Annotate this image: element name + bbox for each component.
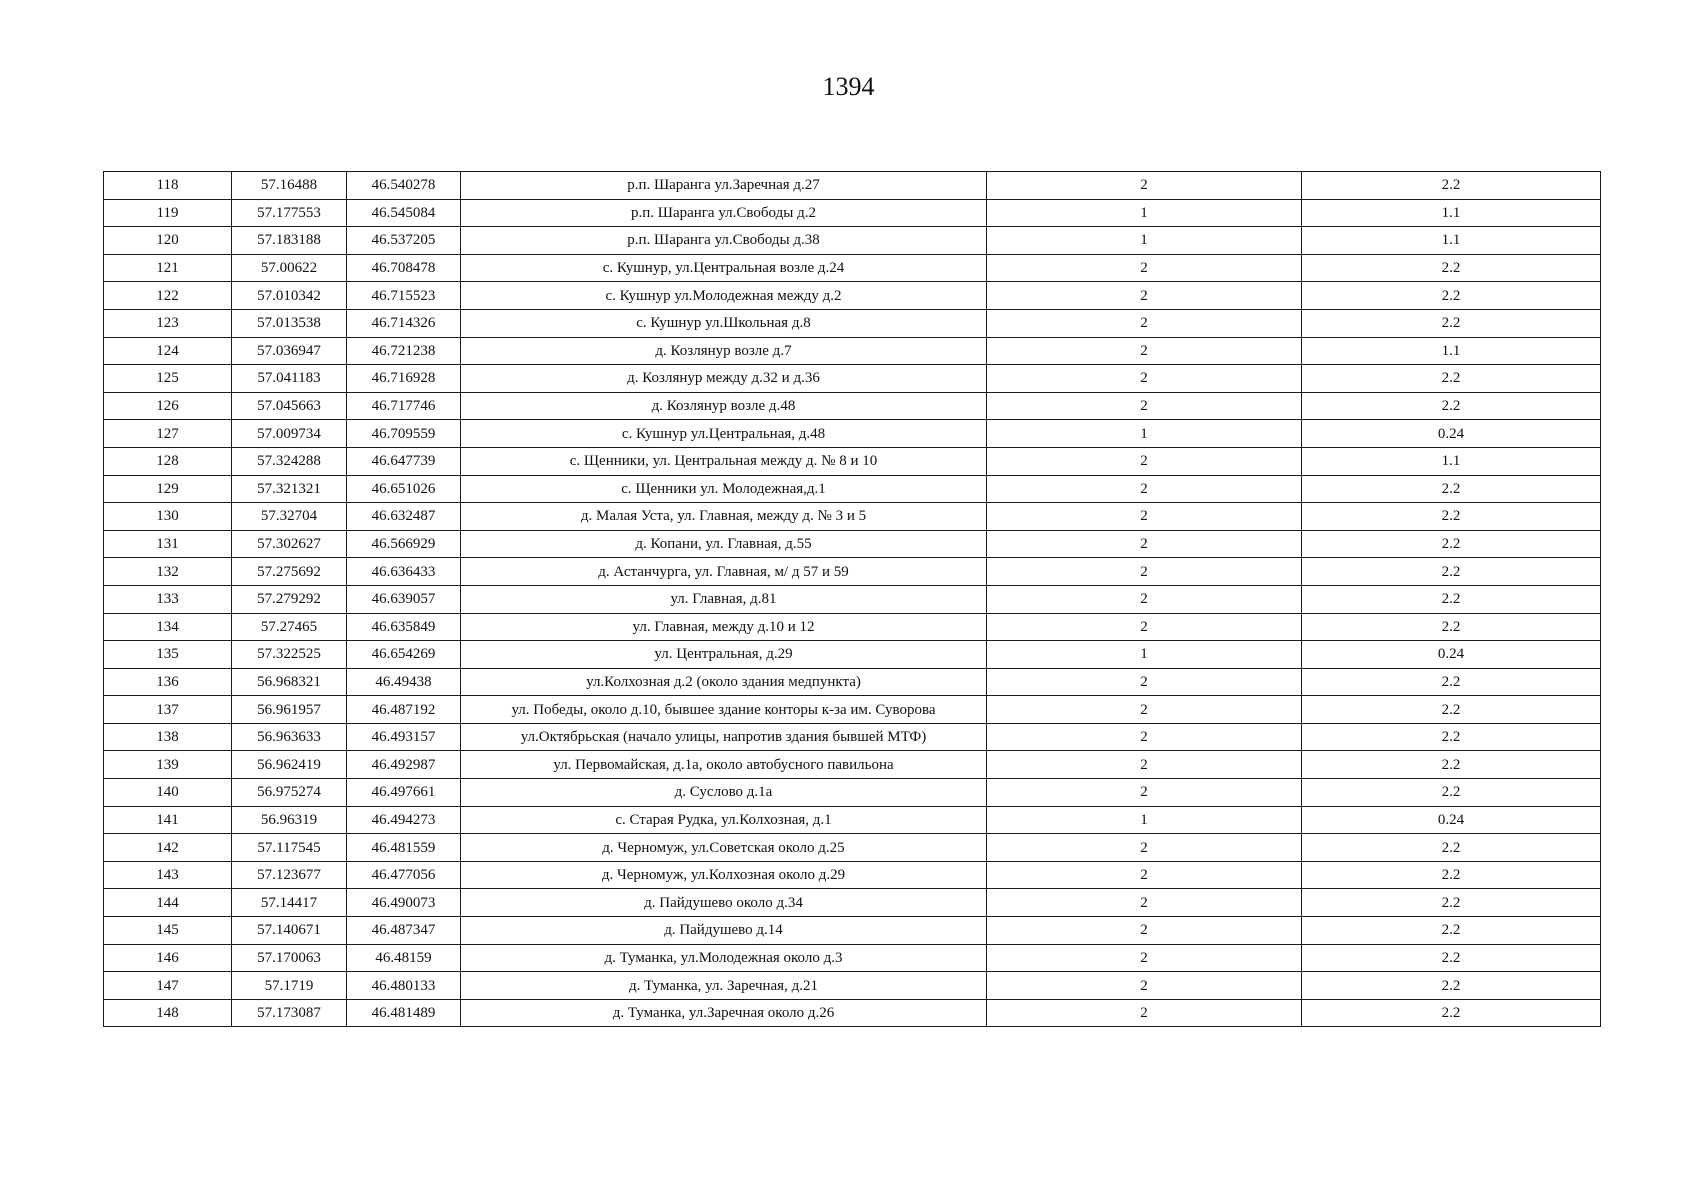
row-number-cell: 137: [104, 696, 232, 724]
address-cell: с. Старая Рудка, ул.Колхозная, д.1: [461, 806, 987, 834]
latitude-cell: 57.045663: [232, 392, 347, 420]
longitude-cell: 46.709559: [347, 420, 461, 448]
row-number-cell: 124: [104, 337, 232, 365]
volume-cell: 1.1: [1302, 227, 1601, 255]
address-cell: р.п. Шаранга ул.Свободы д.2: [461, 199, 987, 227]
address-cell: д. Козлянур между д.32 и д.36: [461, 365, 987, 393]
table-row: [104, 972, 1601, 1000]
container-count-cell: 2: [987, 917, 1302, 945]
table-row: [104, 613, 1601, 641]
table-body: [104, 172, 1601, 1027]
latitude-cell: 57.321321: [232, 475, 347, 503]
container-count-cell: 2: [987, 254, 1302, 282]
row-number-cell: 133: [104, 585, 232, 613]
address-cell: с. Кушнур ул.Центральная, д.48: [461, 420, 987, 448]
table-row: [104, 199, 1601, 227]
longitude-cell: 46.487347: [347, 917, 461, 945]
row-number-cell: 134: [104, 613, 232, 641]
container-count-cell: 2: [987, 944, 1302, 972]
row-number-cell: 144: [104, 889, 232, 917]
address-cell: ул. Победы, около д.10, бывшее здание конторы к-за им. Суворова: [461, 696, 987, 724]
table-row: [104, 530, 1601, 558]
container-count-cell: 2: [987, 392, 1302, 420]
volume-cell: 2.2: [1302, 751, 1601, 779]
longitude-cell: 46.651026: [347, 475, 461, 503]
container-count-cell: 2: [987, 558, 1302, 586]
container-count-cell: 2: [987, 365, 1302, 393]
row-number-cell: 145: [104, 917, 232, 945]
table-row: [104, 503, 1601, 531]
container-count-cell: 1: [987, 806, 1302, 834]
table-row: [104, 779, 1601, 807]
row-number-cell: 147: [104, 972, 232, 1000]
volume-cell: 2.2: [1302, 558, 1601, 586]
row-number-cell: 122: [104, 282, 232, 310]
row-number-cell: 141: [104, 806, 232, 834]
longitude-cell: 46.497661: [347, 779, 461, 807]
volume-cell: 2.2: [1302, 972, 1601, 1000]
table-row: [104, 861, 1601, 889]
container-count-cell: 2: [987, 309, 1302, 337]
row-number-cell: 125: [104, 365, 232, 393]
address-cell: ул. Первомайская, д.1а, около автобусного павильона: [461, 751, 987, 779]
container-count-cell: 2: [987, 530, 1302, 558]
address-cell: ул. Главная, д.81: [461, 585, 987, 613]
address-cell: д. Пайдушево д.14: [461, 917, 987, 945]
container-count-cell: 2: [987, 889, 1302, 917]
address-cell: д. Туманка, ул.Заречная около д.26: [461, 999, 987, 1027]
table-row: [104, 365, 1601, 393]
volume-cell: 2.2: [1302, 530, 1601, 558]
latitude-cell: 57.117545: [232, 834, 347, 862]
page-number: 1394: [822, 72, 875, 101]
row-number-cell: 123: [104, 309, 232, 337]
container-count-cell: 2: [987, 723, 1302, 751]
table-row: [104, 282, 1601, 310]
latitude-cell: 57.279292: [232, 585, 347, 613]
row-number-cell: 128: [104, 447, 232, 475]
volume-cell: 2.2: [1302, 889, 1601, 917]
latitude-cell: 57.177553: [232, 199, 347, 227]
address-cell: д. Суслово д.1а: [461, 779, 987, 807]
row-number-cell: 131: [104, 530, 232, 558]
volume-cell: 2.2: [1302, 944, 1601, 972]
table-row: [104, 558, 1601, 586]
volume-cell: 2.2: [1302, 917, 1601, 945]
volume-cell: 2.2: [1302, 999, 1601, 1027]
volume-cell: 2.2: [1302, 834, 1601, 862]
table-row: [104, 254, 1601, 282]
latitude-cell: 57.123677: [232, 861, 347, 889]
latitude-cell: 57.183188: [232, 227, 347, 255]
address-cell: д. Черномуж, ул.Советская около д.25: [461, 834, 987, 862]
row-number-cell: 142: [104, 834, 232, 862]
longitude-cell: 46.545084: [347, 199, 461, 227]
address-cell: д. Пайдушево около д.34: [461, 889, 987, 917]
longitude-cell: 46.714326: [347, 309, 461, 337]
longitude-cell: 46.477056: [347, 861, 461, 889]
latitude-cell: 57.32704: [232, 503, 347, 531]
address-cell: ул. Центральная, д.29: [461, 641, 987, 669]
longitude-cell: 46.647739: [347, 447, 461, 475]
longitude-cell: 46.636433: [347, 558, 461, 586]
longitude-cell: 46.566929: [347, 530, 461, 558]
volume-cell: 1.1: [1302, 447, 1601, 475]
latitude-cell: 56.96319: [232, 806, 347, 834]
table-row: [104, 668, 1601, 696]
longitude-cell: 46.639057: [347, 585, 461, 613]
address-cell: с. Щенники, ул. Центральная между д. № 8 и 10: [461, 447, 987, 475]
longitude-cell: 46.632487: [347, 503, 461, 531]
table-row: [104, 392, 1601, 420]
longitude-cell: 46.481489: [347, 999, 461, 1027]
volume-cell: 2.2: [1302, 668, 1601, 696]
latitude-cell: 57.173087: [232, 999, 347, 1027]
row-number-cell: 132: [104, 558, 232, 586]
row-number-cell: 148: [104, 999, 232, 1027]
container-count-cell: 2: [987, 613, 1302, 641]
table-row: [104, 585, 1601, 613]
latitude-cell: 57.14417: [232, 889, 347, 917]
container-count-cell: 1: [987, 641, 1302, 669]
container-count-cell: 2: [987, 282, 1302, 310]
volume-cell: 2.2: [1302, 309, 1601, 337]
container-count-cell: 2: [987, 668, 1302, 696]
volume-cell: 0.24: [1302, 806, 1601, 834]
latitude-cell: 57.16488: [232, 172, 347, 200]
volume-cell: 2.2: [1302, 392, 1601, 420]
address-cell: д. Малая Уста, ул. Главная, между д. № 3 и 5: [461, 503, 987, 531]
container-count-cell: 2: [987, 696, 1302, 724]
table-row: [104, 944, 1601, 972]
address-cell: д. Копани, ул. Главная, д.55: [461, 530, 987, 558]
longitude-cell: 46.480133: [347, 972, 461, 1000]
table-row: [104, 696, 1601, 724]
address-cell: с. Кушнур, ул.Центральная возле д.24: [461, 254, 987, 282]
latitude-cell: 56.963633: [232, 723, 347, 751]
latitude-cell: 56.968321: [232, 668, 347, 696]
longitude-cell: 46.717746: [347, 392, 461, 420]
container-count-cell: 1: [987, 199, 1302, 227]
volume-cell: 2.2: [1302, 365, 1601, 393]
row-number-cell: 120: [104, 227, 232, 255]
volume-cell: 1.1: [1302, 337, 1601, 365]
latitude-cell: 56.975274: [232, 779, 347, 807]
longitude-cell: 46.635849: [347, 613, 461, 641]
longitude-cell: 46.487192: [347, 696, 461, 724]
longitude-cell: 46.493157: [347, 723, 461, 751]
volume-cell: 2.2: [1302, 723, 1601, 751]
latitude-cell: 57.013538: [232, 309, 347, 337]
address-cell: д. Астанчурга, ул. Главная, м/ д 57 и 59: [461, 558, 987, 586]
row-number-cell: 138: [104, 723, 232, 751]
latitude-cell: 57.009734: [232, 420, 347, 448]
container-count-cell: 2: [987, 447, 1302, 475]
address-cell: д. Черномуж, ул.Колхозная около д.29: [461, 861, 987, 889]
address-cell: р.п. Шаранга ул.Заречная д.27: [461, 172, 987, 200]
table-row: [104, 999, 1601, 1027]
container-count-cell: 1: [987, 227, 1302, 255]
longitude-cell: 46.721238: [347, 337, 461, 365]
row-number-cell: 135: [104, 641, 232, 669]
row-number-cell: 140: [104, 779, 232, 807]
latitude-cell: 57.00622: [232, 254, 347, 282]
latitude-cell: 57.041183: [232, 365, 347, 393]
volume-cell: 0.24: [1302, 641, 1601, 669]
table-row: [104, 172, 1601, 200]
volume-cell: 2.2: [1302, 613, 1601, 641]
volume-cell: 2.2: [1302, 861, 1601, 889]
address-cell: д. Козлянур возле д.48: [461, 392, 987, 420]
row-number-cell: 121: [104, 254, 232, 282]
container-count-cell: 2: [987, 475, 1302, 503]
container-count-cell: 2: [987, 585, 1302, 613]
latitude-cell: 57.322525: [232, 641, 347, 669]
longitude-cell: 46.537205: [347, 227, 461, 255]
longitude-cell: 46.540278: [347, 172, 461, 200]
longitude-cell: 46.48159: [347, 944, 461, 972]
latitude-cell: 57.036947: [232, 337, 347, 365]
latitude-cell: 56.961957: [232, 696, 347, 724]
longitude-cell: 46.481559: [347, 834, 461, 862]
table-row: [104, 475, 1601, 503]
address-cell: р.п. Шаранга ул.Свободы д.38: [461, 227, 987, 255]
table-row: [104, 309, 1601, 337]
container-count-cell: 2: [987, 999, 1302, 1027]
container-count-cell: 2: [987, 779, 1302, 807]
container-count-cell: 2: [987, 861, 1302, 889]
address-cell: д. Козлянур возле д.7: [461, 337, 987, 365]
longitude-cell: 46.715523: [347, 282, 461, 310]
volume-cell: 2.2: [1302, 779, 1601, 807]
latitude-cell: 57.324288: [232, 447, 347, 475]
address-cell: д. Туманка, ул.Молодежная около д.3: [461, 944, 987, 972]
container-count-cell: 2: [987, 337, 1302, 365]
table-row: [104, 806, 1601, 834]
address-cell: с. Щенники ул. Молодежная,д.1: [461, 475, 987, 503]
table-row: [104, 917, 1601, 945]
longitude-cell: 46.490073: [347, 889, 461, 917]
address-cell: ул.Колхозная д.2 (около здания медпункта): [461, 668, 987, 696]
table-row: [104, 889, 1601, 917]
volume-cell: 2.2: [1302, 585, 1601, 613]
longitude-cell: 46.716928: [347, 365, 461, 393]
address-cell: с. Кушнур ул.Школьная д.8: [461, 309, 987, 337]
row-number-cell: 143: [104, 861, 232, 889]
volume-cell: 2.2: [1302, 254, 1601, 282]
address-cell: д. Туманка, ул. Заречная, д.21: [461, 972, 987, 1000]
table-row: [104, 723, 1601, 751]
container-count-cell: 2: [987, 972, 1302, 1000]
latitude-cell: 57.140671: [232, 917, 347, 945]
volume-cell: 2.2: [1302, 503, 1601, 531]
longitude-cell: 46.494273: [347, 806, 461, 834]
volume-cell: 1.1: [1302, 199, 1601, 227]
row-number-cell: 118: [104, 172, 232, 200]
address-cell: ул. Главная, между д.10 и 12: [461, 613, 987, 641]
longitude-cell: 46.708478: [347, 254, 461, 282]
table-row: [104, 227, 1601, 255]
table-row: [104, 447, 1601, 475]
row-number-cell: 139: [104, 751, 232, 779]
row-number-cell: 129: [104, 475, 232, 503]
longitude-cell: 46.492987: [347, 751, 461, 779]
volume-cell: 2.2: [1302, 282, 1601, 310]
container-count-cell: 1: [987, 420, 1302, 448]
latitude-cell: 57.170063: [232, 944, 347, 972]
container-count-cell: 2: [987, 751, 1302, 779]
row-number-cell: 136: [104, 668, 232, 696]
longitude-cell: 46.49438: [347, 668, 461, 696]
container-count-cell: 2: [987, 503, 1302, 531]
longitude-cell: 46.654269: [347, 641, 461, 669]
volume-cell: 2.2: [1302, 475, 1601, 503]
row-number-cell: 126: [104, 392, 232, 420]
table-row: [104, 641, 1601, 669]
table-row: [104, 420, 1601, 448]
volume-cell: 2.2: [1302, 172, 1601, 200]
container-count-cell: 2: [987, 834, 1302, 862]
container-count-cell: 2: [987, 172, 1302, 200]
latitude-cell: 57.27465: [232, 613, 347, 641]
address-cell: ул.Октябрьская (начало улицы, напротив здания бывшей МТФ): [461, 723, 987, 751]
data-table: [103, 171, 1601, 1027]
volume-cell: 2.2: [1302, 696, 1601, 724]
row-number-cell: 119: [104, 199, 232, 227]
address-cell: с. Кушнур ул.Молодежная между д.2: [461, 282, 987, 310]
latitude-cell: 57.010342: [232, 282, 347, 310]
latitude-cell: 56.962419: [232, 751, 347, 779]
row-number-cell: 146: [104, 944, 232, 972]
table-row: [104, 337, 1601, 365]
latitude-cell: 57.302627: [232, 530, 347, 558]
row-number-cell: 127: [104, 420, 232, 448]
volume-cell: 0.24: [1302, 420, 1601, 448]
latitude-cell: 57.1719: [232, 972, 347, 1000]
row-number-cell: 130: [104, 503, 232, 531]
latitude-cell: 57.275692: [232, 558, 347, 586]
table-row: [104, 834, 1601, 862]
table-row: [104, 751, 1601, 779]
